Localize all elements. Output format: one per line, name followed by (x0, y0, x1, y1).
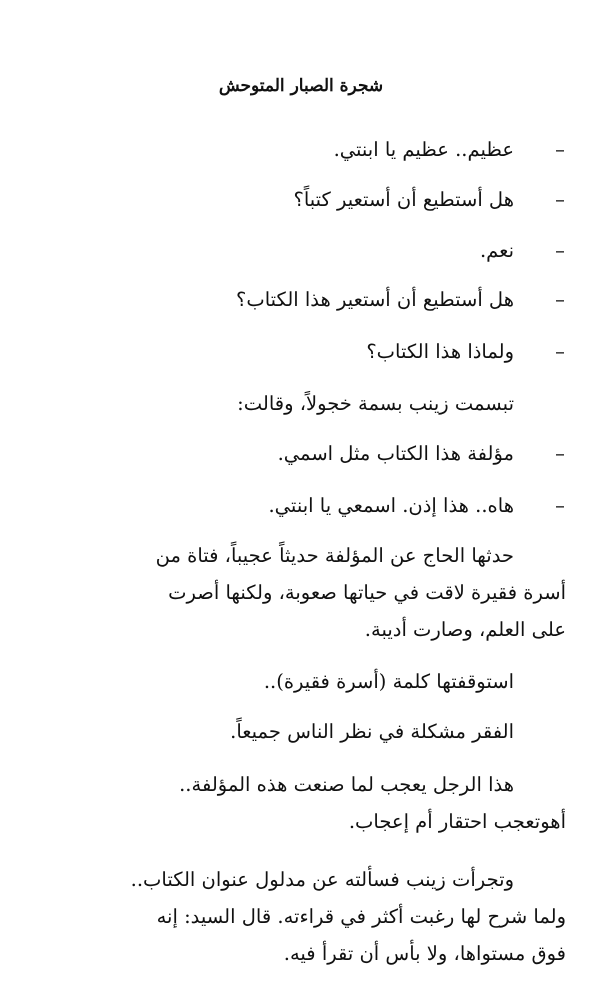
dialogue-text: نعم. (479, 239, 514, 262)
paragraph-line: وتجرأت زينب فسألته عن مدلول عنوان الكتاب.. (130, 868, 514, 891)
paragraph-line: أهوتعجب احتقار أم إعجاب. (348, 810, 566, 833)
dialogue-line (40, 184, 565, 216)
dialogue-line (40, 284, 565, 316)
dialogue-dash: – (555, 138, 565, 161)
paragraph (36, 861, 566, 972)
paragraph-line: ولما شرح لها رغبت أكثر في قراءته. قال السيد: إنه (156, 905, 566, 928)
paragraph-line: فوق مستواها، ولا بأس أن تقرأ فيه. (283, 942, 566, 965)
paragraph-line: على العلم، وصارت أديبة. (364, 618, 566, 641)
dialogue-text: عظيم.. عظيم يا ابنتي. (333, 138, 514, 161)
dialogue-dash: – (555, 442, 565, 465)
narration-line: الفقر مشكلة في نظر الناس جميعاً. (230, 720, 514, 743)
paragraph (36, 766, 566, 840)
narration-line: تبسمت زينب بسمة خجولاً، وقالت: (237, 392, 514, 415)
dialogue-line (40, 134, 565, 166)
narration-line: استوقفتها كلمة (أسرة فقيرة).. (263, 670, 514, 693)
paragraph-line: هذا الرجل يعجب لما صنعت هذه المؤلفة.. (179, 773, 514, 796)
dialogue-dash: – (555, 239, 565, 262)
dialogue-dash: – (555, 494, 565, 517)
paragraph-line: أسرة فقيرة لاقت في حياتها صعوبة، ولكنها أصرت (168, 581, 566, 604)
dialogue-text: هل أستطيع أن أستعير هذا الكتاب؟ (236, 288, 514, 311)
paragraph (36, 537, 566, 648)
dialogue-text: ولماذا هذا الكتاب؟ (366, 340, 514, 363)
dialogue-text: هل أستطيع أن أستعير كتباً؟ (293, 188, 514, 211)
dialogue-text: هاه.. هذا إذن. اسمعي يا ابنتي. (268, 494, 514, 517)
dialogue-text: مؤلفة هذا الكتاب مثل اسمي. (277, 442, 514, 465)
dialogue-line (40, 336, 565, 368)
dialogue-line (40, 438, 565, 470)
paragraph-line: حدثها الحاج عن المؤلفة حديثاً عجيباً، فتاة من (155, 544, 514, 567)
dialogue-dash: – (555, 340, 565, 363)
dialogue-dash: – (555, 288, 565, 311)
page-title: شجرة الصبار المتوحش (218, 76, 384, 96)
dialogue-line (40, 490, 565, 522)
dialogue-dash: – (555, 188, 565, 211)
dialogue-line (40, 235, 565, 267)
